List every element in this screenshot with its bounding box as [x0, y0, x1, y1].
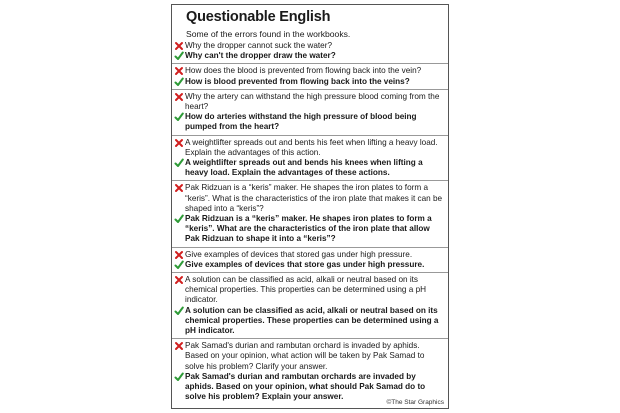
errors-infographic-panel	[171, 4, 449, 409]
check-icon	[174, 51, 184, 61]
incorrect-text: A solution can be classified as acid, alkali or neutral based on its chemical properties. This properties can be determined using a pH indicator.	[185, 275, 427, 305]
corrected-sentence	[172, 260, 448, 273]
corrected-text: Why can't the dropper draw the water?	[185, 51, 336, 61]
incorrect-text: Give examples of devices that stored gas under high pressure.	[185, 249, 413, 259]
corrected-sentence	[172, 112, 448, 135]
check-icon	[174, 158, 184, 168]
corrected-text: Pak Samad's durian and rambutan orchards are invaded by aphids. Based on your opinion, what should Pak Samad do to solve his problem? Explain your answer.	[185, 371, 426, 402]
check-icon	[174, 372, 184, 382]
incorrect-text: Pak Samad's durian and rambutan orchard is invaded by aphids. Based on your opinion, what action will be taken by Pak Samad to solve his problem? Clarify your answer.	[185, 341, 425, 371]
check-icon	[174, 214, 184, 224]
infographic-title: Questionable English	[186, 9, 331, 25]
error-correction-list	[172, 41, 448, 405]
corrected-text: How do arteries withstand the high pressure of blood being pumped from the heart?	[185, 112, 417, 132]
cross-icon	[174, 275, 184, 285]
cross-icon	[174, 92, 184, 102]
incorrect-sentence	[172, 41, 448, 51]
cross-icon	[174, 183, 184, 193]
incorrect-text: Pak Ridzuan is a “keris” maker. He shapes the iron plates to form a “keris”. What is the characteristics of the iron plate that makes it can be shaped into a “keris”?	[185, 183, 443, 213]
incorrect-text: A weightlifter spreads out and bents his feet when lifting a heavy load. Explain the advantages of this action.	[185, 137, 438, 157]
corrected-sentence	[172, 51, 448, 64]
incorrect-sentence	[172, 341, 448, 372]
incorrect-sentence	[172, 275, 448, 306]
corrected-text: A solution can be classified as acid, alkali or neutral based on its chemical properties. These properties can be determined using a pH indicator.	[185, 305, 439, 336]
incorrect-sentence	[172, 183, 448, 214]
corrected-sentence	[172, 372, 448, 403]
corrected-text: Pak Ridzuan is a “keris” maker. He shapes iron plates to form a “keris”. What are the characteristics of the iron plate that allow Pak Ridzuan to shape it into a “keris”?	[185, 214, 432, 244]
incorrect-text: Why the artery can withstand the high pressure blood coming from the heart?	[185, 91, 440, 112]
corrected-text: Give examples of devices that store gas under high pressure.	[185, 259, 425, 269]
corrected-sentence	[172, 158, 448, 181]
corrected-sentence	[172, 77, 448, 90]
check-icon	[174, 77, 184, 87]
incorrect-text: How does the blood is prevented from flowing back into the vein?	[185, 66, 422, 76]
incorrect-sentence	[172, 250, 448, 260]
check-icon	[174, 306, 184, 316]
corrected-text: How is blood prevented from flowing back into the veins?	[185, 76, 410, 86]
incorrect-text: Why the dropper cannot suck the water?	[185, 41, 332, 50]
cross-icon	[174, 138, 184, 148]
cross-icon	[174, 341, 184, 351]
graphics-credit: ©The Star Graphics	[386, 399, 444, 406]
cross-icon	[174, 66, 184, 76]
check-icon	[174, 112, 184, 122]
incorrect-sentence	[172, 138, 448, 158]
check-icon	[174, 260, 184, 270]
corrected-sentence	[172, 214, 448, 248]
corrected-sentence	[172, 306, 448, 340]
cross-icon	[174, 41, 184, 51]
incorrect-sentence	[172, 92, 448, 112]
corrected-text: A weightlifter spreads out and bends his knees when lifting a heavy load. Explain the advantages of these actions.	[185, 158, 423, 178]
infographic-subtitle: Some of the errors found in the workbooks.	[186, 29, 351, 39]
cross-icon	[174, 250, 184, 260]
incorrect-sentence	[172, 66, 448, 76]
